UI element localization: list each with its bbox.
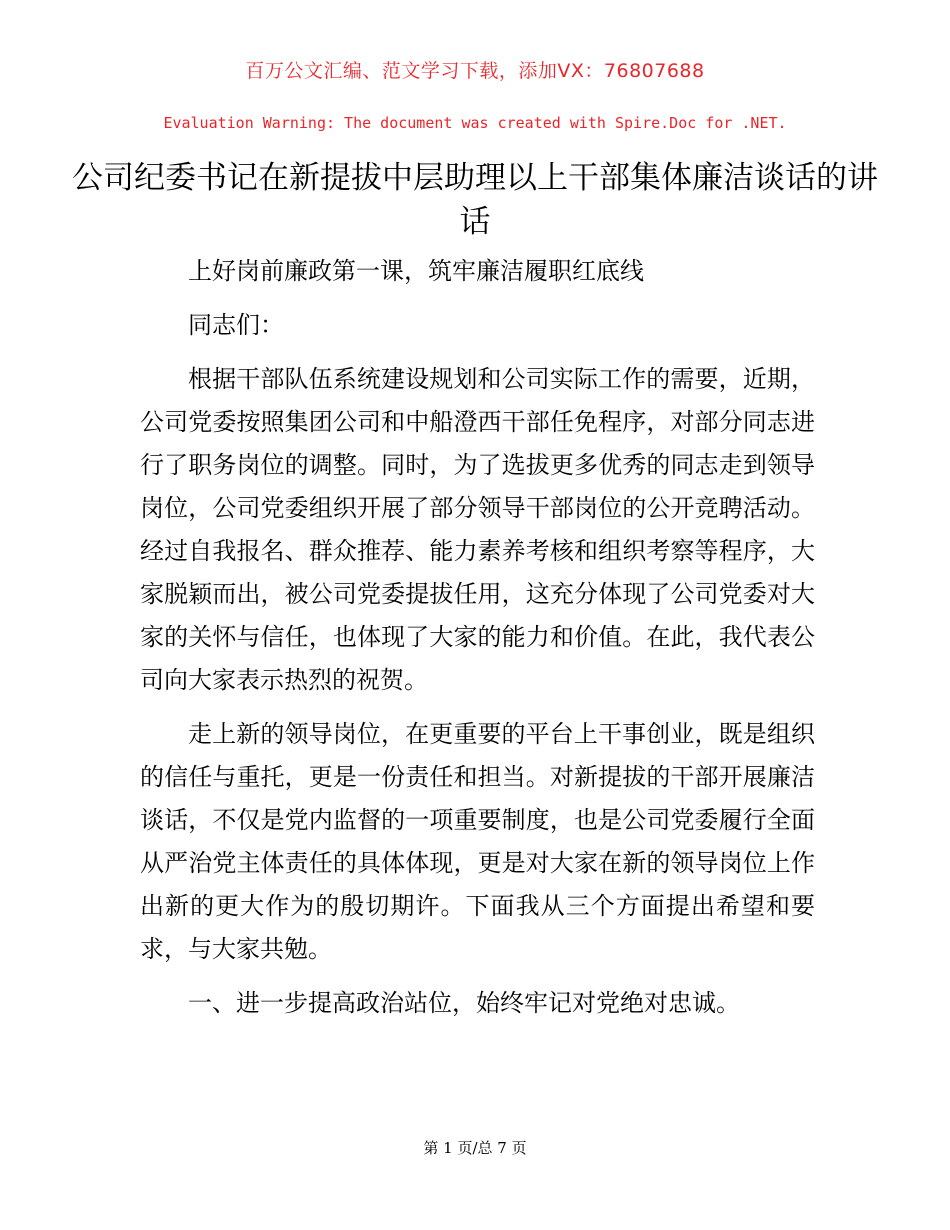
document-body bbox=[140, 250, 815, 1036]
header-watermark: 百万公文汇编、范文学习下载，添加VX：76807688 bbox=[245, 60, 705, 82]
evaluation-warning: Evaluation Warning: The document was created with Spire.Doc for .NET. bbox=[163, 114, 787, 132]
document-title: 公司纪委书记在新提拔中层助理以上干部集体廉洁谈话的讲话 bbox=[72, 160, 878, 240]
section-heading: 一、进一步提高政治站位，始终牢记对党绝对忠诚。 bbox=[188, 989, 740, 1017]
subtitle-paragraph: 上好岗前廉政第一课，筑牢廉洁履职红底线 bbox=[188, 257, 644, 285]
body-paragraph: 根据干部队伍系统建设规划和公司实际工作的需要，近期，公司党委按照集团公司和中船澄西干部任免程序，对部分同志进行了职务岗位的调整。同时，为了选拔更多优秀的同志走到领导岗位，公司党委组织开展了部分领导干部岗位的公开竞聘活动。经过自我报名、群众推荐、能力素养考核和组织考察等程序，大家脱颖而出，被公司党委提拔任用，这充分体现了公司党委对大家的关怀与信任，也体现了大家的能力和价值。在此，我代表公司向大家表示热烈的祝贺。 bbox=[140, 365, 815, 694]
page-footer: 第 1 页/总 7 页 bbox=[423, 1139, 527, 1157]
body-paragraph: 走上新的领导岗位，在更重要的平台上干事创业，既是组织的信任与重托，更是一份责任和担当。对新提拔的干部开展廉洁谈话，不仅是党内监督的一项重要制度，也是公司党委履行全面从严治党主体责任的具体体现，更是对大家在新的领导岗位上作出新的更大作为的殷切期许。下面我从三个方面提出希望和要求，与大家共勉。 bbox=[140, 720, 815, 963]
salutation-paragraph: 同志们： bbox=[188, 311, 284, 339]
